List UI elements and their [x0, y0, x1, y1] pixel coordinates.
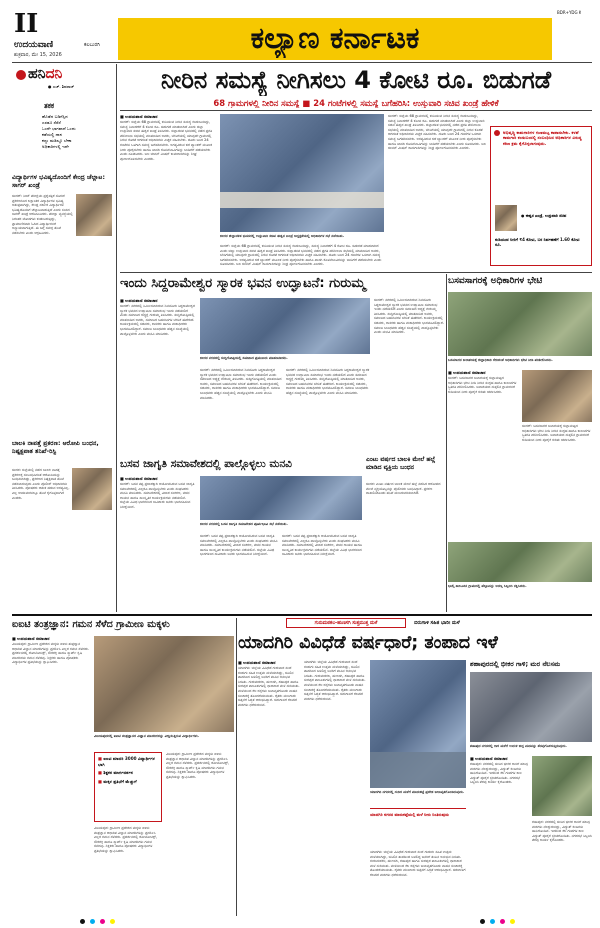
- reg-dot: [110, 919, 115, 924]
- masthead: [12, 10, 592, 62]
- basava-byline: ■ ಉದಯವಾಣಿ ಸಮಾಚಾರ: [120, 476, 158, 481]
- reg-dot: [480, 919, 485, 924]
- tech-bullet-text: ಮಕ್ಕಳ ಪ್ರತಿಭೆಗೆ ಮೆಚ್ಚುಗೆ: [103, 778, 137, 784]
- rain-kicker-bar: [286, 618, 406, 628]
- column-divider: [116, 64, 117, 612]
- python-photo-caption: ಭಾಲ್ಕಿ ತಾಲೂಕಿನ ಗ್ರಾಮದಲ್ಲಿ ಹೆಬ್ಬಾವನ್ನು ಅರಣ್ಯ ಸಿಬ್ಬಂದಿ ರಕ್ಷಿಸಿದರು.: [448, 584, 527, 588]
- meeting-table: [220, 192, 384, 208]
- officials-col: [448, 370, 518, 450]
- rain-side-body-col2: ಶಹಾಪುರ: ನಗರದಲ್ಲಿ ಬೀಸಿದ ಭೀಕರ ಗಾಳಿಗೆ ಹಲವು ಮರಗಳು ನೆಲಕ್ಕುರುಳಿದ್ದು, ವಿದ್ಯುತ್ ಕಂಬಗಳು ಹಾನಿಗೊಂಡಿವೆ. ಇದರಿಂದ ಕೆಲ ಗಂಟೆಗಳ ಕಾಲ ವಿದ್ಯುತ್ ಪೂರೈಕೆ ಸ್ಥಗಿತಗೊಂಡಿತು. ನಗರಸಭೆ ಸಿಬ್ಬಂದಿ ತೆರವು ಕಾರ್ಯ ಕೈಗೊಂಡರು.: [532, 820, 592, 843]
- rain-kicker-right: ಬಿರುಗಾಳಿ ಸಹಿತ ಭಾರೀ ಮಳೆ: [414, 620, 460, 626]
- guruma-body-col2: ಬೀದರ್: ನಗರದಲ್ಲಿ ನಿರ್ಮಿಸಲಾಗಿರುವ ಶಿವಯೋಗಿ ಸಿದ್ದರಾಮೇಶ್ವರ ಸ್ಮಾರಕ ಭವನದ ಉದ್ಘಾಟನಾ ಸಮಾರಂಭ ಇಂದು ನಡೆಯಲಿದೆ ಎಂದು ಸಮಾಜದ ಅಧ್ಯಕ್ಷೆ ಗುರುಮ್ಮ ತಿಳಿಸಿದರು. ಸುದ್ದಿಗೋಷ್ಠಿಯಲ್ಲಿ ಮಾತನಾಡಿದ ಅವರು, ಸಮಾಜದ ಬಹುದಿನಗಳ ಬೇಡಿಕೆ ಈಡೇರಿದೆ. ಕಾರ್ಯಕ್ರಮದಲ್ಲಿ ಸಚಿವರು, ಶಾಸಕರು ಹಾಗೂ ಮಠಾಧೀಶರು ಭಾಗವಹಿಸಲಿದ್ದಾರೆ. ಸಮಾಜ ಬಾಂಧವರು ಹೆಚ್ಚಿನ ಸಂಖ್ಯೆಯಲ್ಲಿ ಪಾಲ್ಗೊಳ್ಳಬೇಕು ಎಂದು ಮನವಿ ಮಾಡಿದರು.: [200, 368, 282, 400]
- rain-photo-caption: ಯಾದಗಿರಿ ನಗರದಲ್ಲಿ ಸುರಿದ ಮಳೆಗೆ ಮಾರುಕಟ್ಟೆ ಪ್ರದೇಶ ಜಲಾವೃತಗೊಂಡಿರುವುದು.: [370, 790, 465, 794]
- rain-side-byline: ■ ಉದಯವಾಣಿ ಸಮಾಚಾರ: [470, 756, 508, 761]
- officials-photo-2: [522, 370, 592, 422]
- tech-body-col3: ವಿಜಯಪುರ: ಗ್ರಾಮೀಣ ಪ್ರದೇಶದ ಮಕ್ಕಳು ಐಐಟಿ ತಂತ್ರಜ್ಞಾನ ಆಧಾರಿತ ವಿಜ್ಞಾನ ಮಾದರಿಗಳನ್ನು ಪ್ರದರ್ಶಿಸಿ ಎಲ್ಲರ ಗಮನ ಸೆಳೆದರು. ಪ್ರದರ್ಶನದಲ್ಲಿ ರೋಬೋಟಿಕ್ಸ್, ಸೌರಶಕ್ತಿ ಹಾಗೂ ಸ್ಮಾರ್ಟ್ ಕೃಷಿ ಮಾದರಿಗಳು ಗಮನ ಸೆಳೆದವು. ಶಿಕ್ಷಕರು ಹಾಗೂ ಪೋಷಕರು ವಿದ್ಯಾರ್ಥಿಗಳ ಪ್ರತಿಭೆಯನ್ನು ಶ್ಲಾಘಿಸಿದರು.: [166, 752, 230, 779]
- portrait-photo: [76, 194, 112, 236]
- tech-col-left: [12, 636, 90, 914]
- article-left2: [12, 440, 114, 612]
- lead-body-col3: ಬೀದರ್: ಜಿಲ್ಲೆಯ 68 ಗ್ರಾಮಗಳಲ್ಲಿ ಕುಡಿಯುವ ನೀರಿನ ಸಮಸ್ಯೆ ಕಂಡುಬಂದಿದ್ದು, ಸಮಸ್ಯೆ ನಿವಾರಣೆಗೆ 4 ಕೋಟಿ ರೂ. ಬಿಡುಗಡೆ ಮಾಡಲಾಗಿದೆ ಎಂದು ಜಿಲ್ಲಾ ಉಸ್ತುವಾರಿ ಸಚಿವ ಈಶ್ವರ ಖಂಡ್ರೆ ತಿಳಿಸಿದರು. ಜಿಲ್ಲಾಡಳಿತ ಭವನದಲ್ಲಿ ನಡೆದ ಪ್ರಗತಿ ಪರಿಶೀಲನಾ ಸಭೆಯಲ್ಲಿ ಮಾತನಾಡಿದ ಅವರು, ಬೇಸಿಗೆಯಲ್ಲಿ ಯಾವುದೇ ಗ್ರಾಮದಲ್ಲಿ ನೀರಿನ ಕೊರತೆ ಆಗದಂತೆ ಅಧಿಕಾರಿಗಳು ಎಚ್ಚರ ವಹಿಸಬೇಕು. ದೂರು ಬಂದ 24 ಗಂಟೆಗಳ ಒಳಗಾಗಿ ಸಮಸ್ಯೆ ಬಗೆಹರಿಸಬೇಕು. ಅಗತ್ಯವಿರುವ ಕಡೆ ಟ್ಯಾಂಕರ್ ಮೂಲಕ ನೀರು ಪೂರೈಸಬೇಕು ಹಾಗೂ ಖಾಸಗಿ ಕೊಳವೆಬಾವಿಗಳನ್ನು ಬಾಡಿಗೆಗೆ ಪಡೆಯಬೇಕು ಎಂದು ಸೂಚಿಸಿದರು. ಜಲ ಜೀವನ್ ಮಿಷನ್ ಕಾಮಗಾರಿಗಳನ್ನು ಶೀಘ್ರ ಪೂರ್ಣಗೊಳಿಸಬೇಕು ಎಂದರು.: [388, 114, 486, 151]
- hanidani-logo-dot: [16, 70, 26, 80]
- page-number: II: [14, 10, 39, 38]
- hanidani-poem: [42, 114, 112, 150]
- tech-bullet-text: ಐಐಟಿ ಮಾದರಿ 3000 ವಿದ್ಯಾರ್ಥಿಗಳ ಭಾಗಿ: [98, 756, 155, 767]
- lead-headline: ನೀರಿನ ಸಮಸ್ಯೆ ನೀಗಿಸಲು 4 ಕೋಟಿ ರೂ. ಬಿಡುಗಡೆ: [160, 66, 552, 94]
- story-officials: [448, 274, 592, 612]
- tech-bullet: ■ ಶಿಕ್ಷಕರ ಮಾರ್ಗದರ್ಶನ: [98, 770, 133, 776]
- rain-body: ಯಾದಗಿರಿ: ಜಿಲ್ಲೆಯ ವಿವಿಧೆಡೆ ಗುರುವಾರ ಸಂಜೆ ಗುಡುಗು ಸಹಿತ ಉತ್ತಮ ಮಳೆಯಾಗಿದ್ದು, ಬಿಸಿಲಿನ ತಾಪದಿಂದ ಬಳಲಿದ್ದ ಜನರಿಗೆ ತಂಪಿನ ಅನುಭವ ನೀಡಿತು. ಗುರುಮಠಕಲ, ಹುಣಸಗಿ, ಶಹಾಪುರ ಹಾಗೂ ಸುರಪುರ ತಾಲೂಕುಗಳಲ್ಲಿ ಧಾರಾಕಾರ ಮಳೆ ಸುರಿಯಿತು. ಮಳೆಯಿಂದ ಕೆಲ ರಸ್ತೆಗಳು ಜಲಾವೃತಗೊಂಡು ವಾಹನ ಸಂಚಾರಕ್ಕೆ ತೊಂದರೆಯಾಯಿತು. ರೈತರು ಮುಂಗಾರು ಬಿತ್ತನೆಗೆ ಸಿದ್ಧತೆ ಆರಂಭಿಸಿದ್ದಾರೆ. ಬಿರುಗಾಳಿಗೆ ಕೆಲವೆಡೆ ಮರಗಳು ಧರೆಗುರುಳಿವೆ.: [238, 666, 300, 707]
- poem-line: ಒಂದೇ ಭಾಗವಾದೆ ಒಂದು: [42, 126, 76, 131]
- basava-body-col2: ಬೀದರ್: ಬಸವ ತತ್ವ ಪ್ರಚಾರಕ್ಕಾಗಿ ಆಯೋಜಿಸಿರುವ ಬಸವ ಜಾಗೃತಿ ಸಮಾವೇಶದಲ್ಲಿ ಎಲ್ಲರೂ ಪಾಲ್ಗೊಳ್ಳಬೇಕು ಎಂದು ಸಂಘಟಕರು ಮನವಿ ಮಾಡಿದರು. ಸಮಾವೇಶದಲ್ಲಿ ವಿಚಾರ ಸಂಕಿರಣ, ವಚನ ಗಾಯನ ಹಾಗೂ ಸಾಂಸ್ಕೃತಿಕ ಕಾರ್ಯಕ್ರಮಗಳು ನಡೆಯಲಿವೆ. ಜಿಲ್ಲೆಯ ವಿವಿಧ ಭಾಗಗಳಿಂದ ಸಾವಿರಾರು ಜನರು ಭಾಗವಹಿಸುವ ನಿರೀಕ್ಷೆಯಿದೆ.: [200, 534, 278, 557]
- lead-rule: [120, 110, 592, 111]
- tech-byline: ■ ಉದಯವಾಣಿ ಸಮಾಚಾರ: [12, 636, 50, 641]
- hanidani-title: [28, 66, 62, 82]
- poem-line: ಕಡೆಯಲ್ಲಿ ದಾನ: [42, 132, 63, 137]
- lead-col-left: [120, 114, 216, 264]
- story-rain: [238, 618, 592, 916]
- basava-body-col3: ಬೀದರ್: ಬಸವ ತತ್ವ ಪ್ರಚಾರಕ್ಕಾಗಿ ಆಯೋಜಿಸಿರುವ ಬಸವ ಜಾಗೃತಿ ಸಮಾವೇಶದಲ್ಲಿ ಎಲ್ಲರೂ ಪಾಲ್ಗೊಳ್ಳಬೇಕು ಎಂದು ಸಂಘಟಕರು ಮನವಿ ಮಾಡಿದರು. ಸಮಾವೇಶದಲ್ಲಿ ವಿಚಾರ ಸಂಕಿರಣ, ವಚನ ಗಾಯನ ಹಾಗೂ ಸಾಂಸ್ಕೃತಿಕ ಕಾರ್ಯಕ್ರಮಗಳು ನಡೆಯಲಿವೆ. ಜಿಲ್ಲೆಯ ವಿವಿಧ ಭಾಗಗಳಿಂದ ಸಾವಿರಾರು ಜನರು ಭಾಗವಹಿಸುವ ನಿರೀಕ್ಷೆಯಿದೆ.: [282, 534, 362, 557]
- mid-body: ಬೀದರ: ಎಂಟು ವರ್ಷದ ಬಾಲಕಿ ಮೇಲೆ ಹಲ್ಲೆ ನಡೆಸಿದ ಆರೋಪದ ಮೇಲೆ ವ್ಯಕ್ತಿಯೊಬ್ಬನನ್ನು ಪೊಲೀಸರು ಬಂಧಿಸಿದ್ದಾರೆ. ಪ್ರಕರಣ ದಾಖಲಿಸಿಕೊಂಡು ತನಿಖೆ ಮುಂದುವರಿಸಲಾಗಿದೆ.: [366, 482, 441, 496]
- officials-photo: [448, 292, 592, 356]
- story-tech: [12, 618, 234, 916]
- tech-body-col2: ವಿಜಯಪುರ: ಗ್ರಾಮೀಣ ಪ್ರದೇಶದ ಮಕ್ಕಳು ಐಐಟಿ ತಂತ್ರಜ್ಞಾನ ಆಧಾರಿತ ವಿಜ್ಞಾನ ಮಾದರಿಗಳನ್ನು ಪ್ರದರ್ಶಿಸಿ ಎಲ್ಲರ ಗಮನ ಸೆಳೆದರು. ಪ್ರದರ್ಶನದಲ್ಲಿ ರೋಬೋಟಿಕ್ಸ್, ಸೌರಶಕ್ತಿ ಹಾಗೂ ಸ್ಮಾರ್ಟ್ ಕೃಷಿ ಮಾದರಿಗಳು ಗಮನ ಸೆಳೆದವು. ಶಿಕ್ಷಕರು ಹಾಗೂ ಪೋಷಕರು ವಿದ್ಯಾರ್ಥಿಗಳ ಪ್ರತಿಭೆಯನ್ನು ಶ್ಲಾಘಿಸಿದರು.: [94, 826, 158, 853]
- basava-photo-caption: ಬೀದರ ನಗರದಲ್ಲಿ ಬಸವ ಜಾಗೃತಿ ಸಮಾವೇಶದ ಪೂರ್ವಭಾವಿ ಸಭೆ ನಡೆಯಿತು.: [200, 522, 288, 526]
- article-left2-headline: ಬಾಲಕಿ ನಾಪತ್ತೆ ಪ್ರಕರಣ: ಆರೋಪಿ ಬಂಧನ, ನಿಷ್ಪಕ್ಷಪಾತ ತನಿಖೆ-ರಿಸ್ಟಿ: [12, 440, 99, 455]
- reg-dot: [80, 919, 85, 924]
- lead-highlight-text: ಅಭಿವೃದ್ಧಿ ಕಾಮಗಾರಿಗಳ ಗುಣಮಟ್ಟ ಕಾಪಾಡಬೇಕು. ಕಳಪೆ ಕಾಮಗಾರಿ ಕಂಡುಬಂದಲ್ಲಿ ಸಂಬಂಧಿಸಿದ ಅಧಿಕಾರಿಗಳ ವಿರುದ್ಧ ಕಠಿಣ ಕ್ರಮ ಕೈಗೊಳ್ಳಲಾಗುವುದು.: [503, 130, 582, 146]
- tech-bullet: ■ ಐಐಟಿ ಮಾದರಿ 3000 ವಿದ್ಯಾರ್ಥಿಗಳ ಭಾಗಿ: [98, 756, 155, 767]
- hanidani-title-part2: ದನಿ: [45, 66, 63, 82]
- officials-body: ಬೀದರ್: ಬಸವಸಾಗರ ಜಲಾಶಯಕ್ಕೆ ಜಿಲ್ಲಾಮಟ್ಟದ ಅಧಿಕಾರಿಗಳು ಭೇಟಿ ನೀಡಿ ನೀರಿನ ಸಂಗ್ರಹ ಹಾಗೂ ಕಾಲುವೆಗಳ ಸ್ಥಿತಿಗತಿ ಪರಿಶೀಲಿಸಿದರು. ಜಲಾಶಯದ ಸುತ್ತಲಿನ ಗ್ರಾಮಗಳಿಗೆ ಕುಡಿಯುವ ನೀರು ಪೂರೈಕೆ ಕುರಿತು ಚರ್ಚಿಸಿದರು.: [448, 376, 517, 394]
- rain-side-headline: ಶಹಾಪುರದಲ್ಲಿ ಭೀಕರ ಗಾಳಿ; ಮರ ನೆಲಸಮ: [470, 660, 561, 668]
- reg-dot: [490, 919, 495, 924]
- poem-line: ಕಣ್ಣು ಮಡಿಲ್ಲೂ ಬೇಕಾ: [42, 138, 72, 143]
- flooded-street: [370, 752, 466, 788]
- poem-line: ಎರಡೂ ಸೆರೆಸೆ: [42, 120, 61, 125]
- reg-dot: [90, 919, 95, 924]
- rain-body-col2: ಯಾದಗಿರಿ: ಜಿಲ್ಲೆಯ ವಿವಿಧೆಡೆ ಗುರುವಾರ ಸಂಜೆ ಗುಡುಗು ಸಹಿತ ಉತ್ತಮ ಮಳೆಯಾಗಿದ್ದು, ಬಿಸಿಲಿನ ತಾಪದಿಂದ ಬಳಲಿದ್ದ ಜನರಿಗೆ ತಂಪಿನ ಅನುಭವ ನೀಡಿತು. ಗುರುಮಠಕಲ, ಹುಣಸಗಿ, ಶಹಾಪುರ ಹಾಗೂ ಸುರಪುರ ತಾಲೂಕುಗಳಲ್ಲಿ ಧಾರಾಕಾರ ಮಳೆ ಸುರಿಯಿತು. ಮಳೆಯಿಂದ ಕೆಲ ರಸ್ತೆಗಳು ಜಲಾವೃತಗೊಂಡು ವಾಹನ ಸಂಚಾರಕ್ಕೆ ತೊಂದರೆಯಾಯಿತು. ರೈತರು ಮುಂಗಾರು ಬಿತ್ತನೆಗೆ ಸಿದ್ಧತೆ ಆರಂಭಿಸಿದ್ದಾರೆ. ಬಿರುಗಾಳಿಗೆ ಕೆಲವೆಡೆ ಮರಗಳು ಧರೆಗುರುಳಿವೆ.: [304, 660, 366, 701]
- officials-photo-caption: ಬಸವಸಾಗರ ಜಲಾಶಯಕ್ಕೆ ಜಿಲ್ಲಾಧಿಕಾರಿ ಸೇರಿದಂತೆ ಅಧಿಕಾರಿಗಳು ಭೇಟಿ ನೀಡಿ ಪರಿಶೀಲಿಸಿದರು.: [448, 358, 553, 362]
- lead-body-cont: ಬೀದರ್: ಜಿಲ್ಲೆಯ 68 ಗ್ರಾಮಗಳಲ್ಲಿ ಕುಡಿಯುವ ನೀರಿನ ಸಮಸ್ಯೆ ಕಂಡುಬಂದಿದ್ದು, ಸಮಸ್ಯೆ ನಿವಾರಣೆಗೆ 4 ಕೋಟಿ ರೂ. ಬಿಡುಗಡೆ ಮಾಡಲಾಗಿದೆ ಎಂದು ಜಿಲ್ಲಾ ಉಸ್ತುವಾರಿ ಸಚಿವ ಈಶ್ವರ ಖಂಡ್ರೆ ತಿಳಿಸಿದರು. ಜಿಲ್ಲಾಡಳಿತ ಭವನದಲ್ಲಿ ನಡೆದ ಪ್ರಗತಿ ಪರಿಶೀಲನಾ ಸಭೆಯಲ್ಲಿ ಮಾತನಾಡಿದ ಅವರು, ಬೇಸಿಗೆಯಲ್ಲಿ ಯಾವುದೇ ಗ್ರಾಮದಲ್ಲಿ ನೀರಿನ ಕೊರತೆ ಆಗದಂತೆ ಅಧಿಕಾರಿಗಳು ಎಚ್ಚರ ವಹಿಸಬೇಕು. ದೂರು ಬಂದ 24 ಗಂಟೆಗಳ ಒಳಗಾಗಿ ಸಮಸ್ಯೆ ಬಗೆಹರಿಸಬೇಕು. ಅಗತ್ಯವಿರುವ ಕಡೆ ಟ್ಯಾಂಕರ್ ಮೂಲಕ ನೀರು ಪೂರೈಸಬೇಕು ಹಾಗೂ ಖಾಸಗಿ ಕೊಳವೆಬಾವಿಗಳನ್ನು ಬಾಡಿಗೆಗೆ ಪಡೆಯಬೇಕು ಎಂದು ಸೂಚಿಸಿದರು. ಜಲ ಜೀವನ್ ಮಿಷನ್ ಕಾಮಗಾರಿಗಳನ್ನು ಶೀಘ್ರ ಪೂರ್ಣಗೊಳಿಸಬೇಕು ಎಂದರು.: [220, 244, 382, 266]
- tech-bullet: ■ ಮಕ್ಕಳ ಪ್ರತಿಭೆಗೆ ಮೆಚ್ಚುಗೆ: [98, 778, 137, 784]
- lead-note: ಕುಡಿಯುವ ನೀರಿಗೆ ₹4 ಕೋಟಿ, ಬರ ನಿರ್ವಹಣೆಗೆ 1.60 ಕೋಟಿ ರೂ.: [495, 237, 580, 247]
- hanidani-heading: ತಕಕ: [44, 102, 55, 110]
- lead-highlight-box: [490, 126, 592, 266]
- hanidani-title-part1: ಹನಿ: [28, 66, 46, 82]
- rain-side: [470, 660, 592, 910]
- guruma-photo-caption: ಬೀದರ ನಗರದಲ್ಲಿ ಸುದ್ದಿಗೋಷ್ಠಿಯಲ್ಲಿ ಸಮಾಜದ ಪ್ರಮುಖರು ಮಾತನಾಡಿದರು.: [200, 356, 288, 360]
- minister-photo: [495, 205, 517, 231]
- tech-body: ವಿಜಯಪುರ: ಗ್ರಾಮೀಣ ಪ್ರದೇಶದ ಮಕ್ಕಳು ಐಐಟಿ ತಂತ್ರಜ್ಞಾನ ಆಧಾರಿತ ವಿಜ್ಞಾನ ಮಾದರಿಗಳನ್ನು ಪ್ರದರ್ಶಿಸಿ ಎಲ್ಲರ ಗಮನ ಸೆಳೆದರು. ಪ್ರದರ್ಶನದಲ್ಲಿ ರೋಬೋಟಿಕ್ಸ್, ಸೌರಶಕ್ತಿ ಹಾಗೂ ಸ್ಮಾರ್ಟ್ ಕೃಷಿ ಮಾದರಿಗಳು ಗಮನ ಸೆಳೆದವು. ಶಿಕ್ಷಕರು ಹಾಗೂ ಪೋಷಕರು ವಿದ್ಯಾರ್ಥಿಗಳ ಪ್ರತಿಭೆಯನ್ನು ಶ್ಲಾಘಿಸಿದರು.: [12, 642, 90, 665]
- article-left1: [12, 174, 114, 430]
- poem-line: ಅಧಿಕಾರಿಗಳಲ್ಲಿ ಇದೇ: [42, 144, 69, 149]
- lead-photo-caption: ಬೀದರ ಜಿಲ್ಲಾಡಳಿತ ಭವನದಲ್ಲಿ ಉಸ್ತುವಾರಿ ಸಚಿವ ಈಶ್ವರ ಖಂಡ್ರೆ ಅಧ್ಯಕ್ಷತೆಯಲ್ಲಿ ಅಧಿಕಾರಿಗಳ ಸಭೆ ನಡೆಯಿತು.: [220, 234, 345, 238]
- tech-headline: ಐಐಟಿ ತಂತ್ರಜ್ಞಾನ: ಗಮನ ಸೆಳೆದ ಗ್ರಾಮೀಣ ಮಕ್ಕಳು: [12, 619, 170, 630]
- hanidani-column: [12, 64, 116, 172]
- bottom-band-rule: [12, 614, 592, 616]
- rain-side-photo-2: [532, 756, 592, 816]
- masthead-rule: [12, 62, 592, 63]
- lead-photo: [220, 114, 384, 232]
- divider-right: [446, 274, 447, 612]
- registration-marks: [80, 918, 520, 926]
- lead-highlight-credit: ● ಈಶ್ವರ ಖಂಡ್ರೆ, ಉಸ್ತುವಾರಿ ಸಚಿವ: [521, 213, 567, 218]
- rain-headline: ಯಾದಗಿರಿ ವಿವಿಧೆಡೆ ವರ್ಷಧಾರೆ; ತಂಪಾದ ಇಳೆ: [238, 633, 498, 653]
- officials-byline: ■ ಉದಯವಾಣಿ ಸಮಾಚಾರ: [448, 370, 486, 375]
- article-left1-body: ಬೀದರ್: ನೀಟ್ ಪರೀಕ್ಷೆಯ ಪ್ರಶ್ನೆಪತ್ರಿಕೆ ಸೋರಿಕೆ ಪ್ರಕರಣದಿಂದ ಲಕ್ಷಾಂತರ ವಿದ್ಯಾರ್ಥಿಗಳ ಭವಿಷ್ಯ ಅತಂತ್ರವಾಗಿದ್ದು, ಕೇಂದ್ರ ಸರ್ಕಾರ ವಿದ್ಯಾರ್ಥಿಗಳ ಭವಿಷ್ಯದೊಂದಿಗೆ ಚೆಲ್ಲಾಟವಾಡುತ್ತಿದೆ ಎಂದು ಸಂಸದ ಸಾಗರ್ ಖಂಡ್ರೆ ಆರೋಪಿಸಿದರು. ಪರೀಕ್ಷಾ ವ್ಯವಸ್ಥೆಯಲ್ಲಿ ನಿರಂತರ ಲೋಪಗಳು ಕಂಡುಬರುತ್ತಿದ್ದು, ಪ್ರಾಮಾಣಿಕವಾಗಿ ಓದಿದ ವಿದ್ಯಾರ್ಥಿಗಳಿಗೆ ಅನ್ಯಾಯವಾಗುತ್ತಿದೆ. ಈ ಬಗ್ಗೆ ಸಮಗ್ರ ತನಿಖೆ ನಡೆಸಬೇಕು ಎಂದು ಆಗ್ರಹಿಸಿದರು.: [12, 194, 73, 235]
- story-mid: [366, 456, 444, 612]
- basava-col-left: [120, 476, 196, 610]
- plate-tag: BDR+YDG K: [557, 10, 582, 15]
- reg-dot: [510, 919, 515, 924]
- tech-bullet-text: ಶಿಕ್ಷಕರ ಮಾರ್ಗದರ್ಶನ: [103, 770, 133, 776]
- lead-body: ಬೀದರ್: ಜಿಲ್ಲೆಯ 68 ಗ್ರಾಮಗಳಲ್ಲಿ ಕುಡಿಯುವ ನೀರಿನ ಸಮಸ್ಯೆ ಕಂಡುಬಂದಿದ್ದು, ಸಮಸ್ಯೆ ನಿವಾರಣೆಗೆ 4 ಕೋಟಿ ರೂ. ಬಿಡುಗಡೆ ಮಾಡಲಾಗಿದೆ ಎಂದು ಜಿಲ್ಲಾ ಉಸ್ತುವಾರಿ ಸಚಿವ ಈಶ್ವರ ಖಂಡ್ರೆ ತಿಳಿಸಿದರು. ಜಿಲ್ಲಾಡಳಿತ ಭವನದಲ್ಲಿ ನಡೆದ ಪ್ರಗತಿ ಪರಿಶೀಲನಾ ಸಭೆಯಲ್ಲಿ ಮಾತನಾಡಿದ ಅವರು, ಬೇಸಿಗೆಯಲ್ಲಿ ಯಾವುದೇ ಗ್ರಾಮದಲ್ಲಿ ನೀರಿನ ಕೊರತೆ ಆಗದಂತೆ ಅಧಿಕಾರಿಗಳು ಎಚ್ಚರ ವಹಿಸಬೇಕು. ದೂರು ಬಂದ 24 ಗಂಟೆಗಳ ಒಳಗಾಗಿ ಸಮಸ್ಯೆ ಬಗೆಹರಿಸಬೇಕು. ಅಗತ್ಯವಿರುವ ಕಡೆ ಟ್ಯಾಂಕರ್ ಮೂಲಕ ನೀರು ಪೂರೈಸಬೇಕು ಹಾಗೂ ಖಾಸಗಿ ಕೊಳವೆಬಾವಿಗಳನ್ನು ಬಾಡಿಗೆಗೆ ಪಡೆಯಬೇಕು ಎಂದು ಸೂಚಿಸಿದರು. ಜಲ ಜೀವನ್ ಮಿಷನ್ ಕಾಮಗಾರಿಗಳನ್ನು ಶೀಘ್ರ ಪೂರ್ಣಗೊಳಿಸಬೇಕು ಎಂದರು.: [120, 120, 213, 161]
- tech-photo-caption: ವಿಜಯಪುರದಲ್ಲಿ ಐಐಟಿ ತಂತ್ರಜ್ಞಾನದ ವಿಜ್ಞಾನ ಮಾದರಿಗಳನ್ನು ವೀಕ್ಷಿಸುತ್ತಿರುವ ವಿದ್ಯಾರ್ಥಿಗಳು.: [94, 734, 200, 738]
- section-banner: [118, 18, 552, 60]
- guruma-byline: ■ ಉದಯವಾಣಿ ಸಮಾಚಾರ: [120, 298, 158, 303]
- rain-side-photo-caption: ಶಹಾಪುರ ನಗರದಲ್ಲಿ ಗಾಳಿ ಮಳೆಗೆ ಉರುಳಿ ಬಿದ್ದ ಮರವನ್ನು ತೆರವುಗೊಳಿಸುತ್ತಿರುವುದು.: [470, 744, 567, 748]
- rain-kicker: ಗುರುಮಠಕಲ-ಹುಣಸಗಿ ಸುತ್ತಮುತ್ತ ಮಳೆ: [314, 621, 378, 626]
- guruma-col-left: [120, 298, 196, 450]
- guruma-body: ಬೀದರ್: ನಗರದಲ್ಲಿ ನಿರ್ಮಿಸಲಾಗಿರುವ ಶಿವಯೋಗಿ ಸಿದ್ದರಾಮೇಶ್ವರ ಸ್ಮಾರಕ ಭವನದ ಉದ್ಘಾಟನಾ ಸಮಾರಂಭ ಇಂದು ನಡೆಯಲಿದೆ ಎಂದು ಸಮಾಜದ ಅಧ್ಯಕ್ಷೆ ಗುರುಮ್ಮ ತಿಳಿಸಿದರು. ಸುದ್ದಿಗೋಷ್ಠಿಯಲ್ಲಿ ಮಾತನಾಡಿದ ಅವರು, ಸಮಾಜದ ಬಹುದಿನಗಳ ಬೇಡಿಕೆ ಈಡೇರಿದೆ. ಕಾರ್ಯಕ್ರಮದಲ್ಲಿ ಸಚಿವರು, ಶಾಸಕರು ಹಾಗೂ ಮಠಾಧೀಶರು ಭಾಗವಹಿಸಲಿದ್ದಾರೆ. ಸಮಾಜ ಬಾಂಧವರು ಹೆಚ್ಚಿನ ಸಂಖ್ಯೆಯಲ್ಲಿ ಪಾಲ್ಗೊಳ್ಳಬೇಕು ಎಂದು ಮನವಿ ಮಾಡಿದರು.: [120, 304, 195, 336]
- basava-headline: ಬಸವ ಜಾಗೃತಿ ಸಮಾವೇಶದಲ್ಲಿ ಪಾಲ್ಗೊಳ್ಳಲು ಮನವಿ: [120, 458, 292, 470]
- divider-bottom: [236, 618, 237, 916]
- paper-name: ಉದಯವಾಣಿ: [14, 40, 54, 50]
- divider-lead: [120, 272, 592, 273]
- officials-body-col2: ಬೀದರ್: ಬಸವಸಾಗರ ಜಲಾಶಯಕ್ಕೆ ಜಿಲ್ಲಾಮಟ್ಟದ ಅಧಿಕಾರಿಗಳು ಭೇಟಿ ನೀಡಿ ನೀರಿನ ಸಂಗ್ರಹ ಹಾಗೂ ಕಾಲುವೆಗಳ ಸ್ಥಿತಿಗತಿ ಪರಿಶೀಲಿಸಿದರು. ಜಲಾಶಯದ ಸುತ್ತಲಿನ ಗ್ರಾಮಗಳಿಗೆ ಕುಡಿಯುವ ನೀರು ಪೂರೈಕೆ ಕುರಿತು ಚರ್ಚಿಸಿದರು.: [522, 424, 591, 442]
- tech-bullets: [94, 752, 162, 822]
- tech-photo: [94, 636, 234, 732]
- section-title: ಕಲ್ಯಾಣ ಕರ್ನಾಟಕ: [250, 21, 420, 56]
- basava-body: ಬೀದರ್: ಬಸವ ತತ್ವ ಪ್ರಚಾರಕ್ಕಾಗಿ ಆಯೋಜಿಸಿರುವ ಬಸವ ಜಾಗೃತಿ ಸಮಾವೇಶದಲ್ಲಿ ಎಲ್ಲರೂ ಪಾಲ್ಗೊಳ್ಳಬೇಕು ಎಂದು ಸಂಘಟಕರು ಮನವಿ ಮಾಡಿದರು. ಸಮಾವೇಶದಲ್ಲಿ ವಿಚಾರ ಸಂಕಿರಣ, ವಚನ ಗಾಯನ ಹಾಗೂ ಸಾಂಸ್ಕೃತಿಕ ಕಾರ್ಯಕ್ರಮಗಳು ನಡೆಯಲಿವೆ. ಜಿಲ್ಲೆಯ ವಿವಿಧ ಭಾಗಗಳಿಂದ ಸಾವಿರಾರು ಜನರು ಭಾಗವಹಿಸುವ ನಿರೀಕ್ಷೆಯಿದೆ.: [120, 482, 195, 509]
- rain-footer-box: [370, 808, 466, 848]
- rain-byline: ■ ಉದಯವಾಣಿ ಸಮಾಚಾರ: [238, 660, 276, 665]
- lead-story: [120, 64, 592, 270]
- article-left1-headline: ವಿದ್ಯಾರ್ಥಿಗಳ ಭವಿಷ್ಯದೊಂದಿಗೆ ಕೇಂದ್ರ ಚೆಲ್ಲಾಟ: ಸಾಗರ್ ಖಂಡ್ರೆ: [12, 174, 105, 189]
- rain-side-col: [470, 756, 528, 908]
- basava-photo: [200, 476, 362, 520]
- story-basava: [120, 456, 362, 612]
- guruma-body-col3: ಬೀದರ್: ನಗರದಲ್ಲಿ ನಿರ್ಮಿಸಲಾಗಿರುವ ಶಿವಯೋಗಿ ಸಿದ್ದರಾಮೇಶ್ವರ ಸ್ಮಾರಕ ಭವನದ ಉದ್ಘಾಟನಾ ಸಮಾರಂಭ ಇಂದು ನಡೆಯಲಿದೆ ಎಂದು ಸಮಾಜದ ಅಧ್ಯಕ್ಷೆ ಗುರುಮ್ಮ ತಿಳಿಸಿದರು. ಸುದ್ದಿಗೋಷ್ಠಿಯಲ್ಲಿ ಮಾತನಾಡಿದ ಅವರು, ಸಮಾಜದ ಬಹುದಿನಗಳ ಬೇಡಿಕೆ ಈಡೇರಿದೆ. ಕಾರ್ಯಕ್ರಮದಲ್ಲಿ ಸಚಿವರು, ಶಾಸಕರು ಹಾಗೂ ಮಠಾಧೀಶರು ಭಾಗವಹಿಸಲಿದ್ದಾರೆ. ಸಮಾಜ ಬಾಂಧವರು ಹೆಚ್ಚಿನ ಸಂಖ್ಯೆಯಲ್ಲಿ ಪಾಲ್ಗೊಳ್ಳಬೇಕು ಎಂದು ಮನವಿ ಮಾಡಿದರು.: [286, 368, 370, 395]
- poem-line: ಹೊಡೆದ ಬಡಿಗೆಸ್ಸಿದ: [42, 114, 68, 119]
- officials-headline: ಬಸವಸಾಗರಕ್ಕೆ ಅಧಿಕಾರಿಗಳ ಭೇಟಿ: [448, 276, 543, 286]
- rain-col-left: [238, 660, 300, 910]
- rain-photo: [370, 660, 466, 788]
- reg-dot: [500, 919, 505, 924]
- guruma-body-col4: ಬೀದರ್: ನಗರದಲ್ಲಿ ನಿರ್ಮಿಸಲಾಗಿರುವ ಶಿವಯೋಗಿ ಸಿದ್ದರಾಮೇಶ್ವರ ಸ್ಮಾರಕ ಭವನದ ಉದ್ಘಾಟನಾ ಸಮಾರಂಭ ಇಂದು ನಡೆಯಲಿದೆ ಎಂದು ಸಮಾಜದ ಅಧ್ಯಕ್ಷೆ ಗುರುಮ್ಮ ತಿಳಿಸಿದರು. ಸುದ್ದಿಗೋಷ್ಠಿಯಲ್ಲಿ ಮಾತನಾಡಿದ ಅವರು, ಸಮಾಜದ ಬಹುದಿನಗಳ ಬೇಡಿಕೆ ಈಡೇರಿದೆ. ಕಾರ್ಯಕ್ರಮದಲ್ಲಿ ಸಚಿವರು, ಶಾಸಕರು ಹಾಗೂ ಮಠಾಧೀಶರು ಭಾಗವಹಿಸಲಿದ್ದಾರೆ. ಸಮಾಜ ಬಾಂಧವರು ಹೆಚ್ಚಿನ ಸಂಖ್ಯೆಯಲ್ಲಿ ಪಾಲ್ಗೊಳ್ಳಬೇಕು ಎಂದು ಮನವಿ ಮಾಡಿದರು.: [374, 298, 444, 335]
- rain-side-body: ಶಹಾಪುರ: ನಗರದಲ್ಲಿ ಬೀಸಿದ ಭೀಕರ ಗಾಳಿಗೆ ಹಲವು ಮರಗಳು ನೆಲಕ್ಕುರುಳಿದ್ದು, ವಿದ್ಯುತ್ ಕಂಬಗಳು ಹಾನಿಗೊಂಡಿವೆ. ಇದರಿಂದ ಕೆಲ ಗಂಟೆಗಳ ಕಾಲ ವಿದ್ಯುತ್ ಪೂರೈಕೆ ಸ್ಥಗಿತಗೊಂಡಿತು. ನಗರಸಭೆ ಸಿಬ್ಬಂದಿ ತೆರವು ಕಾರ್ಯ ಕೈಗೊಂಡರು.: [470, 762, 528, 785]
- reg-dot: [100, 919, 105, 924]
- python-headline: [448, 524, 592, 540]
- article-left2-body: ಬೀದರ: ಜಿಲ್ಲೆಯಲ್ಲಿ ನಡೆದ ಬಾಲಕಿ ನಾಪತ್ತೆ ಪ್ರಕರಣಕ್ಕೆ ಸಂಬಂಧಿಸಿದಂತೆ ಆರೋಪಿಯನ್ನು ಬಂಧಿಸಲಾಗಿದ್ದು, ಪ್ರಕರಣದ ನಿಷ್ಪಕ್ಷಪಾತ ತನಿಖೆ ನಡೆಸಲಾಗುವುದು ಎಂದು ಪೊಲೀಸ್ ಅಧಿಕಾರಿಗಳು ತಿಳಿಸಿದರು. ಪೋಷಕರು ಆತಂಕ ಪಡುವ ಅಗತ್ಯವಿಲ್ಲ. ಎಲ್ಲ ಆಯಾಮಗಳಲ್ಲೂ ತನಿಖೆ ಕೈಗೊಳ್ಳಲಾಗಿದೆ ಎಂದರು.: [12, 468, 70, 500]
- portrait-photo-2: [72, 468, 112, 510]
- story-guruma: [120, 274, 444, 454]
- python-photo: [448, 542, 592, 582]
- guruma-photo: [200, 298, 370, 354]
- lead-byline: ■ ಉದಯವಾಣಿ ಸಮಾಚಾರ: [120, 114, 158, 119]
- issue-date: ಶುಕ್ರವಾರ, ಮೇ 15, 2026: [14, 52, 62, 58]
- rain-footer-text: ಯಾದಗಿರಿ ನಗರದ ಮಾರುಕಟ್ಟೆಯಲ್ಲಿ ಮಳೆ ನೀರು ನಿಂತಿರುವುದು: [370, 812, 449, 817]
- rain-side-photo: [470, 672, 592, 742]
- rain-body-col3: ಯಾದಗಿರಿ: ಜಿಲ್ಲೆಯ ವಿವಿಧೆಡೆ ಗುರುವಾರ ಸಂಜೆ ಗುಡುಗು ಸಹಿತ ಉತ್ತಮ ಮಳೆಯಾಗಿದ್ದು, ಬಿಸಿಲಿನ ತಾಪದಿಂದ ಬಳಲಿದ್ದ ಜನರಿಗೆ ತಂಪಿನ ಅನುಭವ ನೀಡಿತು. ಗುರುಮಠಕಲ, ಹುಣಸಗಿ, ಶಹಾಪುರ ಹಾಗೂ ಸುರಪುರ ತಾಲೂಕುಗಳಲ್ಲಿ ಧಾರಾಕಾರ ಮಳೆ ಸುರಿಯಿತು. ಮಳೆಯಿಂದ ಕೆಲ ರಸ್ತೆಗಳು ಜಲಾವೃತಗೊಂಡು ವಾಹನ ಸಂಚಾರಕ್ಕೆ ತೊಂದರೆಯಾಯಿತು. ರೈತರು ಮುಂಗಾರು ಬಿತ್ತನೆಗೆ ಸಿದ್ಧತೆ ಆರಂಭಿಸಿದ್ದಾರೆ. ಬಿರುಗಾಳಿಗೆ ಕೆಲವೆಡೆ ಮರಗಳು ಧರೆಗುರುಳಿವೆ.: [370, 850, 466, 877]
- guruma-headline: ಇಂದು ಸಿದ್ದರಾಮೇಶ್ವರ ಸ್ಮಾರಕ ಭವನ ಉದ್ಘಾಟನೆ: ಗುರುಮ್ಮ: [120, 276, 366, 291]
- hanidani-author: ● ಎಚ್. ಶಿವರಾಜ್: [48, 84, 75, 89]
- lead-subhead: 68 ಗ್ರಾಮಗಳಲ್ಲಿ ನೀರಿನ ಸಮಸ್ಯೆ ■ 24 ಗಂಟೆಗಳಲ್ಲಿ ಸಮಸ್ಯೆ ಬಗೆಹರಿಸಿ: ಉಸ್ತುವಾರಿ ಸಚಿವ ಖಂಡ್ರೆ ಹೇಳಿಕೆ: [213, 98, 499, 108]
- quote-icon: [494, 130, 500, 136]
- mid-headline: ಎಂಟು ವರ್ಷದ ಬಾಲಕಿ ಮೇಲೆ ಹಲ್ಲೆ ಮಾಡಿದ ವ್ಯಕ್ತಿಯ ಬಂಧನ: [366, 456, 436, 471]
- city-label: ಕಲಬುರಗಿ: [84, 42, 100, 48]
